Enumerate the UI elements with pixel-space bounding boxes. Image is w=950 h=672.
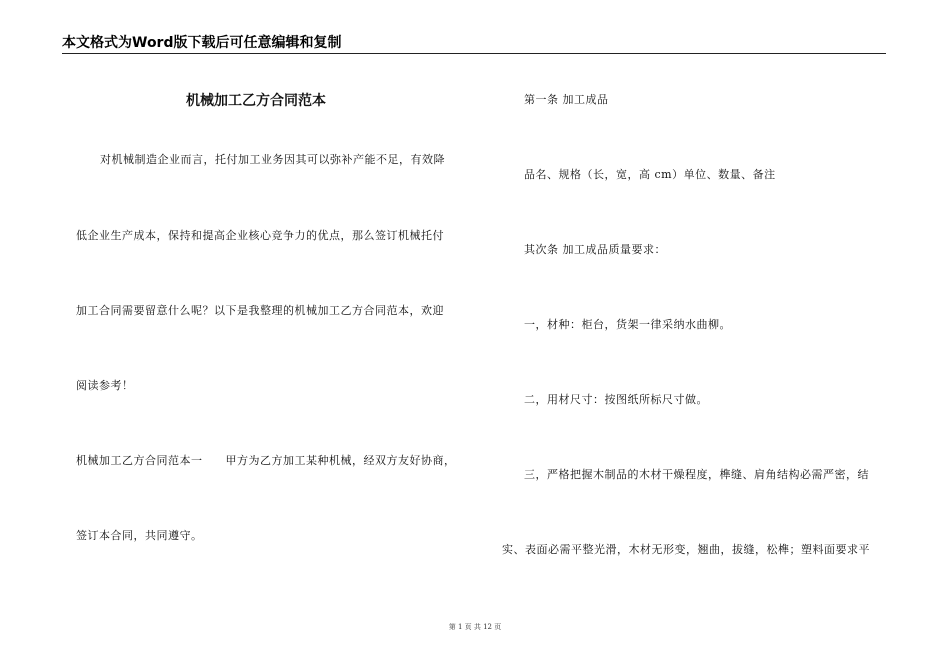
paragraph-line: 二，用材尺寸：按图纸所标尺寸做。: [524, 393, 708, 406]
paragraph-line: 低企业生产成本，保持和提高企业核心竞争力的优点，那么签订机械托付: [76, 229, 444, 242]
header-divider: [62, 53, 886, 54]
paragraph-line: 阅读参考！: [76, 379, 134, 392]
paragraph-line: 对机械制造企业而言，托付加工业务因其可以弥补产能不足，有效降: [100, 153, 445, 166]
document-title: 机械加工乙方合同范本: [186, 93, 326, 109]
paragraph-line: 机械加工乙方合同范本一 甲方为乙方加工某种机械，经双方友好协商，: [76, 454, 456, 467]
paragraph-line: 加工合同需要留意什么呢？以下是我整理的机械加工乙方合同范本，欢迎: [76, 304, 444, 317]
download-banner: 本文格式为Word版下载后可任意编辑和复制: [62, 35, 342, 51]
paragraph-line: 实、表面必需平整光滑，木材无形变，翘曲，拔缝，松榫；塑料面要求平: [502, 543, 870, 556]
paragraph-line: 品名、规格（长，宽，高 cm）单位、数量、备注: [524, 168, 776, 181]
paragraph-line: 签订本合同，共同遵守。: [76, 529, 203, 542]
paragraph-line: 三，严格把握木制品的木材干燥程度，榫缝、肩角结构必需严密，结: [524, 468, 869, 481]
page-number: 第 1 页 共 12 页: [448, 623, 502, 631]
section-heading: 其次条 加工成品质量要求：: [524, 243, 666, 256]
paragraph-line: 一，材种：柜台，货架一律采纳水曲柳。: [524, 318, 731, 331]
section-heading: 第一条 加工成品: [524, 93, 609, 106]
